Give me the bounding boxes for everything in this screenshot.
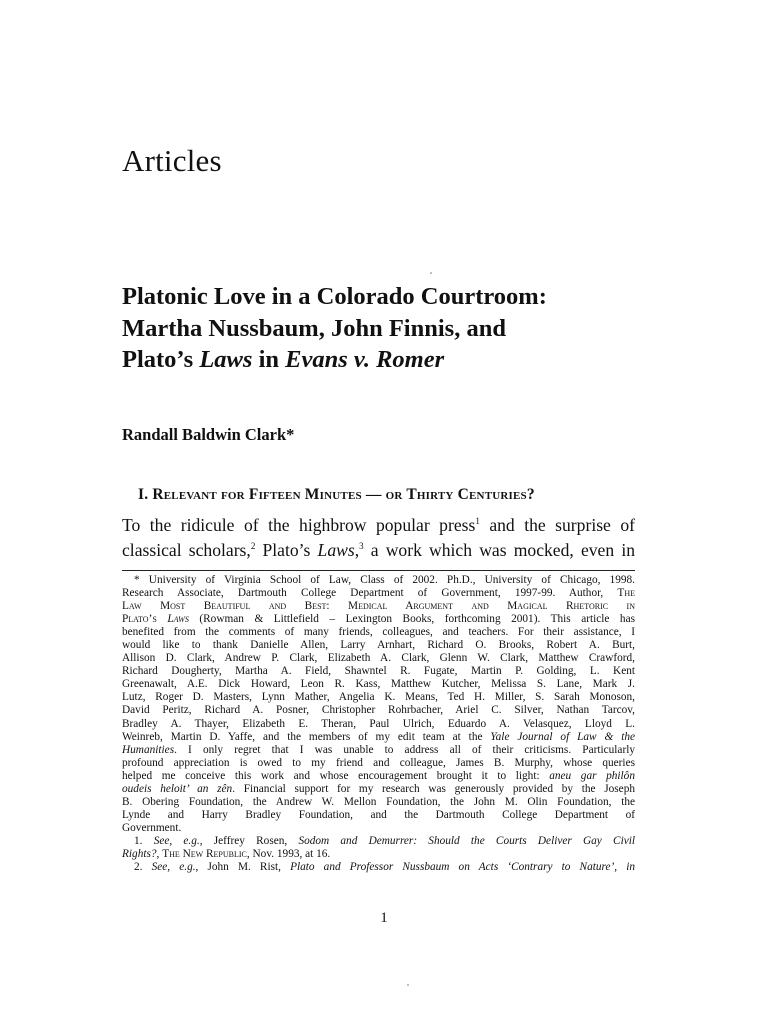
footnote-line: Government. (122, 821, 182, 834)
footnote-line: Allison D. Clark, Andrew P. Clark, Elizabeth A. Clark, Glenn W. Clark, Matthew Crawford, (122, 652, 635, 665)
footnote-line: Lutz, Roger D. Masters, Lynn Mather, Angelia K. Means, Ted H. Miller, S. Sarah Monoson, (122, 691, 635, 704)
footnote-text-italic: Yale Journal of Law & the (490, 730, 636, 743)
body-line-2 (122, 538, 635, 563)
footnote-text-italic: Humanities (122, 743, 175, 756)
footnote-line: Greenawalt, A.E. Dick Howard, Leon R. Kass, Matthew Kutcher, Melissa S. Lane, Mark J. (122, 678, 635, 691)
footnote-text-smallcaps: Plato’s (122, 613, 168, 626)
footnote-star (122, 574, 635, 835)
title-line-2: Martha Nussbaum, John Finnis, and (122, 314, 506, 342)
footnote-line (122, 744, 635, 757)
footnote-line (122, 770, 635, 783)
body-text-run: , (354, 540, 360, 560)
footnote-line: Richard Dougherty, Martha A. Field, Shawntel R. Fugate, Martin P. Golding, L. Kent (122, 665, 635, 678)
footnote-line: profound appreciation is owed to my friend and colleague, James B. Murphy, whose queries (122, 756, 635, 769)
footnote-text: (Rowman & Littlefield – Lexington Books, forthcoming 2001). This article has (188, 613, 635, 626)
body-paragraph (122, 513, 635, 563)
footnote-ref-3[interactable]: 3 (359, 541, 364, 552)
footnotes (122, 574, 635, 874)
footnote-line: Bradley A. Thayer, Elizabeth E. Theran, Paul Ulrich, Eduardo A. Velasquez, Lloyd L. (122, 717, 635, 730)
footnote-line: benefited from the comments of many friends, colleagues, and teachers. For their assistance, I (122, 626, 635, 639)
body-text-run: Plato’s (255, 540, 318, 560)
footnote-text-smallcaps: The (617, 587, 635, 600)
footnote-text: , Jeffrey Rosen, (199, 834, 299, 847)
footnote-ref-1[interactable]: 1 (475, 516, 480, 527)
title-line-3d: Evans v. Romer (285, 346, 445, 373)
footnote-text-smallcaps: The New Republic (162, 847, 247, 860)
footnote-line: * University of Virginia School of Law, Class of 2002. Ph.D., University of Chicago, 1998. (134, 574, 635, 586)
title-line-1: Platonic Love in a Colorado Courtroom: (122, 283, 547, 310)
footnote-line: Law Most Beautiful and Best: Medical Argument and Magical Rhetoric in (122, 600, 635, 613)
footnote-text-italic: Plato and Professor Nussbaum on Acts ‘Contrary to Nature’ (290, 861, 615, 874)
body-text-run: and the surprise of (479, 515, 635, 535)
title-line-3b: Laws (199, 346, 253, 373)
footnote-text: , John M. Rist, (195, 861, 291, 874)
title-line-3a: Plato’s (122, 346, 200, 373)
title-line-3c: in (252, 346, 286, 373)
body-text-italic: Laws (317, 540, 355, 560)
body-line-1 (122, 513, 635, 538)
section-heading-i: I. Relevant for Fifteen Minutes — or Thirty Centuries? (138, 486, 535, 503)
footnote-text-italic: Sodom and Demurrer: Should the Courts Deliver Gay Civil (298, 834, 635, 847)
footnote-line: would like to thank Danielle Allen, Larry Arnhart, Richard O. Brooks, Robert A. Burt, (122, 639, 635, 652)
footnote-line (122, 587, 635, 600)
footnote-text: helped me conceive this work and whose encouragement brought it to light: (122, 769, 550, 782)
footnote-text: Research Associate, Dartmouth College Department of Government, 1997-99. Author, (122, 587, 618, 600)
footnote-text: Weinreb, Martin D. Yaffe, and the members of my edit team at the (122, 730, 491, 743)
article-title (122, 281, 662, 376)
footnote-text: . Financial support for my research was generously provided by the Joseph (232, 782, 635, 795)
section-heading-articles: Articles (122, 143, 222, 178)
footnote-text: , Nov. 1993, at 16. (246, 847, 331, 860)
footnote-line: Lynde and Harry Bradley Foundation, and the Dartmouth College Department of (122, 808, 635, 821)
footnote-1 (122, 835, 635, 861)
footnote-line (122, 783, 635, 796)
scan-speck (430, 272, 432, 274)
footnote-number: 2. (134, 861, 143, 874)
body-text-run: a work which was mocked, even in (363, 540, 636, 560)
scan-speck (407, 984, 409, 986)
footnote-number: 1. (134, 834, 143, 847)
footnote-rule (122, 570, 635, 571)
footnote-text-italic: oudeis heloit’ an zên (122, 782, 233, 795)
body-text-run: To the ridicule of the highbrow popular press (122, 515, 476, 535)
footnote-line (122, 861, 635, 874)
footnote-text-italic: See, e.g. (153, 834, 200, 847)
footnote-line: David Peritz, Richard A. Posner, Christopher Rohrbacher, Ariel C. Silver, Nathan Tarcov, (122, 704, 635, 717)
footnote-line (122, 835, 635, 848)
body-text-run: classical scholars, (122, 540, 251, 560)
footnote-text: , (614, 861, 627, 874)
footnote-text-italic: Laws (167, 613, 189, 626)
footnote-line: B. Obering Foundation, the Andrew W. Mellon Foundation, the John M. Olin Foundation, the (122, 795, 635, 808)
footnote-text: , (156, 847, 163, 860)
footnote-2 (122, 861, 635, 874)
author-name: Randall Baldwin Clark* (122, 425, 295, 444)
footnote-text: . I only regret that I was unable to address all of their criticisms. Particularly (174, 743, 635, 756)
footnote-text-italic: See, e.g. (151, 861, 196, 874)
footnote-line (122, 848, 635, 861)
footnote-line (122, 731, 635, 744)
footnote-text-italic: Rights? (122, 847, 157, 860)
footnote-ref-2[interactable]: 2 (250, 541, 256, 552)
footnote-text-italic: in (626, 861, 636, 874)
footnote-line (122, 613, 635, 626)
footnote-text-italic: aneu gar philôn (549, 769, 635, 782)
page-number: 1 (380, 910, 388, 926)
